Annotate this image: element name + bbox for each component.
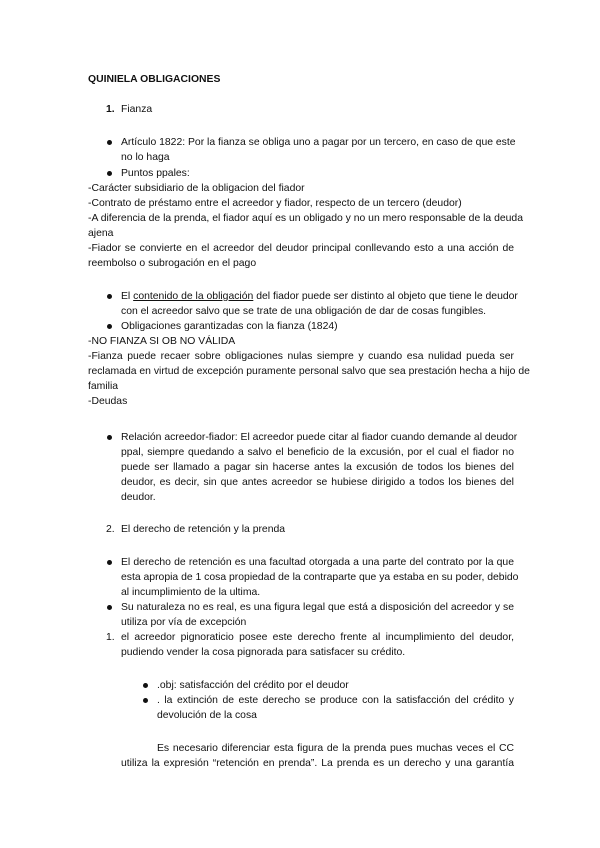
nulas-line: familia xyxy=(88,381,119,392)
numbered-1-number: 1. xyxy=(106,632,115,643)
naturaleza-line: Su naturaleza no es real, es una figura legal que está a disposición del acreedor y se xyxy=(121,602,514,613)
section-1-number: 1. xyxy=(106,104,115,115)
point-line: -Contrato de préstamo entre el acreedor y fiador, respecto de un tercero (deudor) xyxy=(88,198,462,209)
bullet-icon xyxy=(107,560,112,565)
bullet-icon xyxy=(107,140,112,145)
bullet-icon xyxy=(107,294,112,299)
bullet-icon xyxy=(107,435,112,440)
section-1-title: Fianza xyxy=(121,104,153,115)
final-paragraph-line: utiliza la expresión “retención en prenda”. La prenda es un derecho y una garantía xyxy=(121,758,514,769)
point-line: -Carácter subsidiario de la obligacion del fiador xyxy=(88,183,305,194)
point-line: ajena xyxy=(88,228,114,239)
relacion-line: puede ser llamado a pagar sin hacerse antes la excusión de todos los bienes del xyxy=(121,462,514,473)
retencion-line: al incumplimiento de la ultima. xyxy=(121,587,261,598)
deudas-line: -Deudas xyxy=(88,396,128,407)
objeto-line: .obj: satisfacción del crédito por el deudor xyxy=(157,680,349,691)
extincion-line: . la extinción de este derecho se produce con la satisfacción del crédito y xyxy=(157,695,514,706)
relacion-line: deudor, es decir, sin que antes acreedor se hubiese dirigido a todos los bienes del xyxy=(121,477,514,488)
relacion-line: deudor. xyxy=(121,492,156,503)
naturaleza-line: utiliza por vía de excepción xyxy=(121,617,247,628)
nulas-line: reclamada en virtud de excepción puramente personal salvo que sea prestación hecha a hijo de xyxy=(88,366,530,377)
nulas-line: -Fianza puede recaer sobre obligaciones nulas siempre y cuando esa nulidad pueda ser xyxy=(88,351,514,362)
contenido-line xyxy=(121,291,518,303)
bullet-icon xyxy=(107,324,112,329)
contenido-post: del fiador puede ser distinto al objeto que tiene le deudor xyxy=(253,291,518,302)
contenido-line: con el acreedor salvo que se trate de una obligación de dar de cosas fungibles. xyxy=(121,306,487,317)
section-2-number: 2. xyxy=(106,524,115,535)
garantizadas-line: Obligaciones garantizadas con la fianza (1824) xyxy=(121,321,338,332)
relacion-line: ppal, siempre quedando a salvo el beneficio de la excusión, por el cual el fiador no xyxy=(121,447,514,458)
article-line: no lo haga xyxy=(121,152,170,163)
relacion-line: Relación acreedor-fiador: El acreedor puede citar al fiador cuando demande al deudor xyxy=(121,432,518,443)
point-line: reembolso o subrogación en el pago xyxy=(88,258,257,269)
final-paragraph-line: Es necesario diferenciar esta figura de la prenda pues muchas veces el CC xyxy=(157,743,514,754)
section-2-title: El derecho de retención y la prenda xyxy=(121,524,286,535)
contenido-pre: El xyxy=(121,291,134,302)
doc-title: QUINIELA OBLIGACIONES xyxy=(88,74,221,85)
point-line: -A diferencia de la prenda, el fiador aquí es un obligado y no un mero responsable de la deuda xyxy=(88,213,523,224)
bullet-icon xyxy=(143,683,148,688)
bullet-icon xyxy=(107,605,112,610)
no-fianza-line: -NO FIANZA SI OB NO VÁLIDA xyxy=(88,336,236,347)
pignoraticio-line: el acreedor pignoraticio posee este derecho frente al incumplimiento del deudor, xyxy=(121,632,514,643)
retencion-line: El derecho de retención es una facultad otorgada a una parte del contrato por la que xyxy=(121,557,514,568)
contenido-underlined: contenido de la obligación xyxy=(133,291,254,302)
bullet-icon xyxy=(107,171,112,176)
article-line: Artículo 1822: Por la fianza se obliga uno a pagar por un tercero, en caso de que este xyxy=(121,137,516,148)
extincion-line: devolución de la cosa xyxy=(157,710,257,721)
bullet-icon xyxy=(143,698,148,703)
puntos-label: Puntos ppales: xyxy=(121,168,190,179)
retencion-line: esta apropia de 1 cosa propiedad de la contraparte que ya estaba en su poder, debido xyxy=(121,572,519,583)
point-line: -Fiador se convierte en el acreedor del deudor principal conllevando esto a una acción de xyxy=(88,243,514,254)
pignoraticio-line: pudiendo vender la cosa pignorada para satisfacer su crédito. xyxy=(121,647,406,658)
